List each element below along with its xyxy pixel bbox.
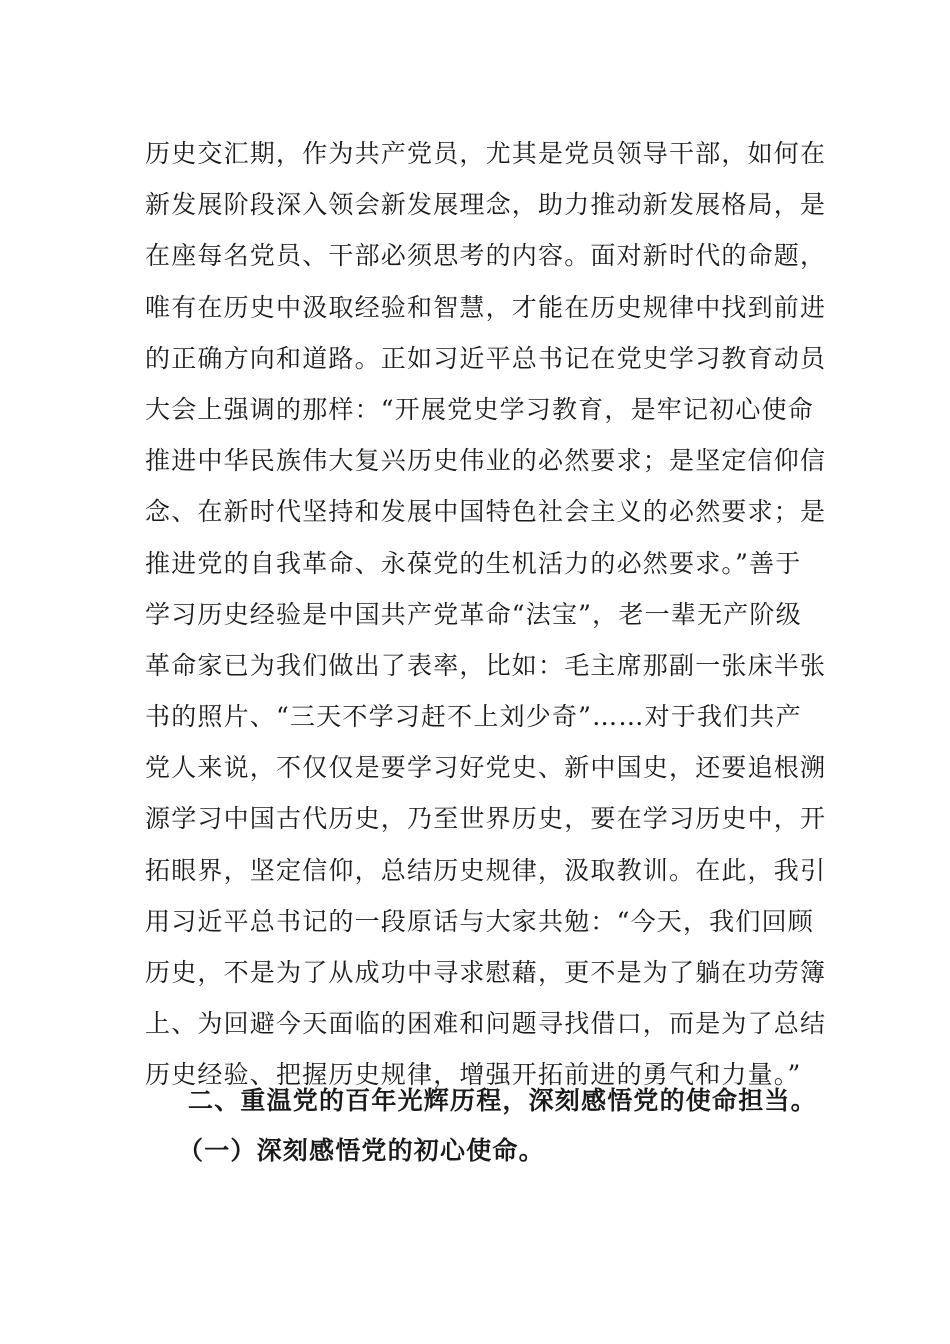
text-line: 源学习中国古代历史，乃至世界历史，要在学习历史中，开 bbox=[145, 804, 827, 834]
text-line: 历史经验、把握历史规律，增强开拓前进的勇气和力量。” bbox=[145, 1060, 802, 1090]
text-line: 书的照片、“三天不学习赶不上刘少奇”……对于我们共产 bbox=[145, 702, 802, 732]
text-line: 唯有在历史中汲取经验和智慧，才能在历史规律中找到前进 bbox=[145, 292, 827, 322]
body-paragraph bbox=[145, 128, 825, 1101]
text-line: 学习历史经验是中国共产党革命“法宝”，老一辈无产阶级 bbox=[145, 599, 802, 629]
text-line: 新发展阶段深入领会新发展理念，助力推动新发展格局，是 bbox=[145, 190, 827, 220]
text-line: 推进中华民族伟大复兴历史伟业的必然要求；是坚定信仰信 bbox=[145, 446, 827, 476]
text-line: 用习近平总书记的一段原话与大家共勉：“今天，我们回顾 bbox=[145, 906, 814, 936]
text-line: 念、在新时代坚持和发展中国特色社会主义的必然要求；是 bbox=[145, 497, 827, 527]
text-line: 历史，不是为了从成功中寻求慰藉，更不是为了躺在功劳簿 bbox=[145, 958, 827, 987]
text-line: 推进党的自我革命、永葆党的生机活力的必然要求。”善于 bbox=[145, 548, 802, 578]
text-line: 的正确方向和道路。正如习近平总书记在党史学习教育动员 bbox=[145, 343, 827, 373]
text-line: 党人来说，不仅仅是要学习好党史、新中国史，还要追根溯 bbox=[145, 753, 827, 783]
text-line: 在座每名党员、干部必须思考的内容。面对新时代的命题， bbox=[145, 241, 827, 271]
text-line: 大会上强调的那样：“开展党史学习教育，是牢记初心使命 bbox=[145, 394, 814, 424]
subsection-heading: （一）深刻感悟党的初心使命。 bbox=[178, 1136, 545, 1165]
text-line: 拓眼界，坚定信仰，总结历史规律，汲取教训。在此，我引 bbox=[145, 855, 827, 885]
text-line: 上、为回避今天面临的困难和问题寻找借口，而是为了总结 bbox=[145, 1009, 827, 1039]
section-heading: 二、重温党的百年光辉历程，深刻感悟党的使命担当。 bbox=[188, 1086, 817, 1115]
text-line: 革命家已为我们做出了表率，比如：毛主席那副一张床半张 bbox=[145, 650, 827, 680]
text-line: 历史交汇期，作为共产党员，尤其是党员领导干部，如何在 bbox=[145, 139, 827, 168]
